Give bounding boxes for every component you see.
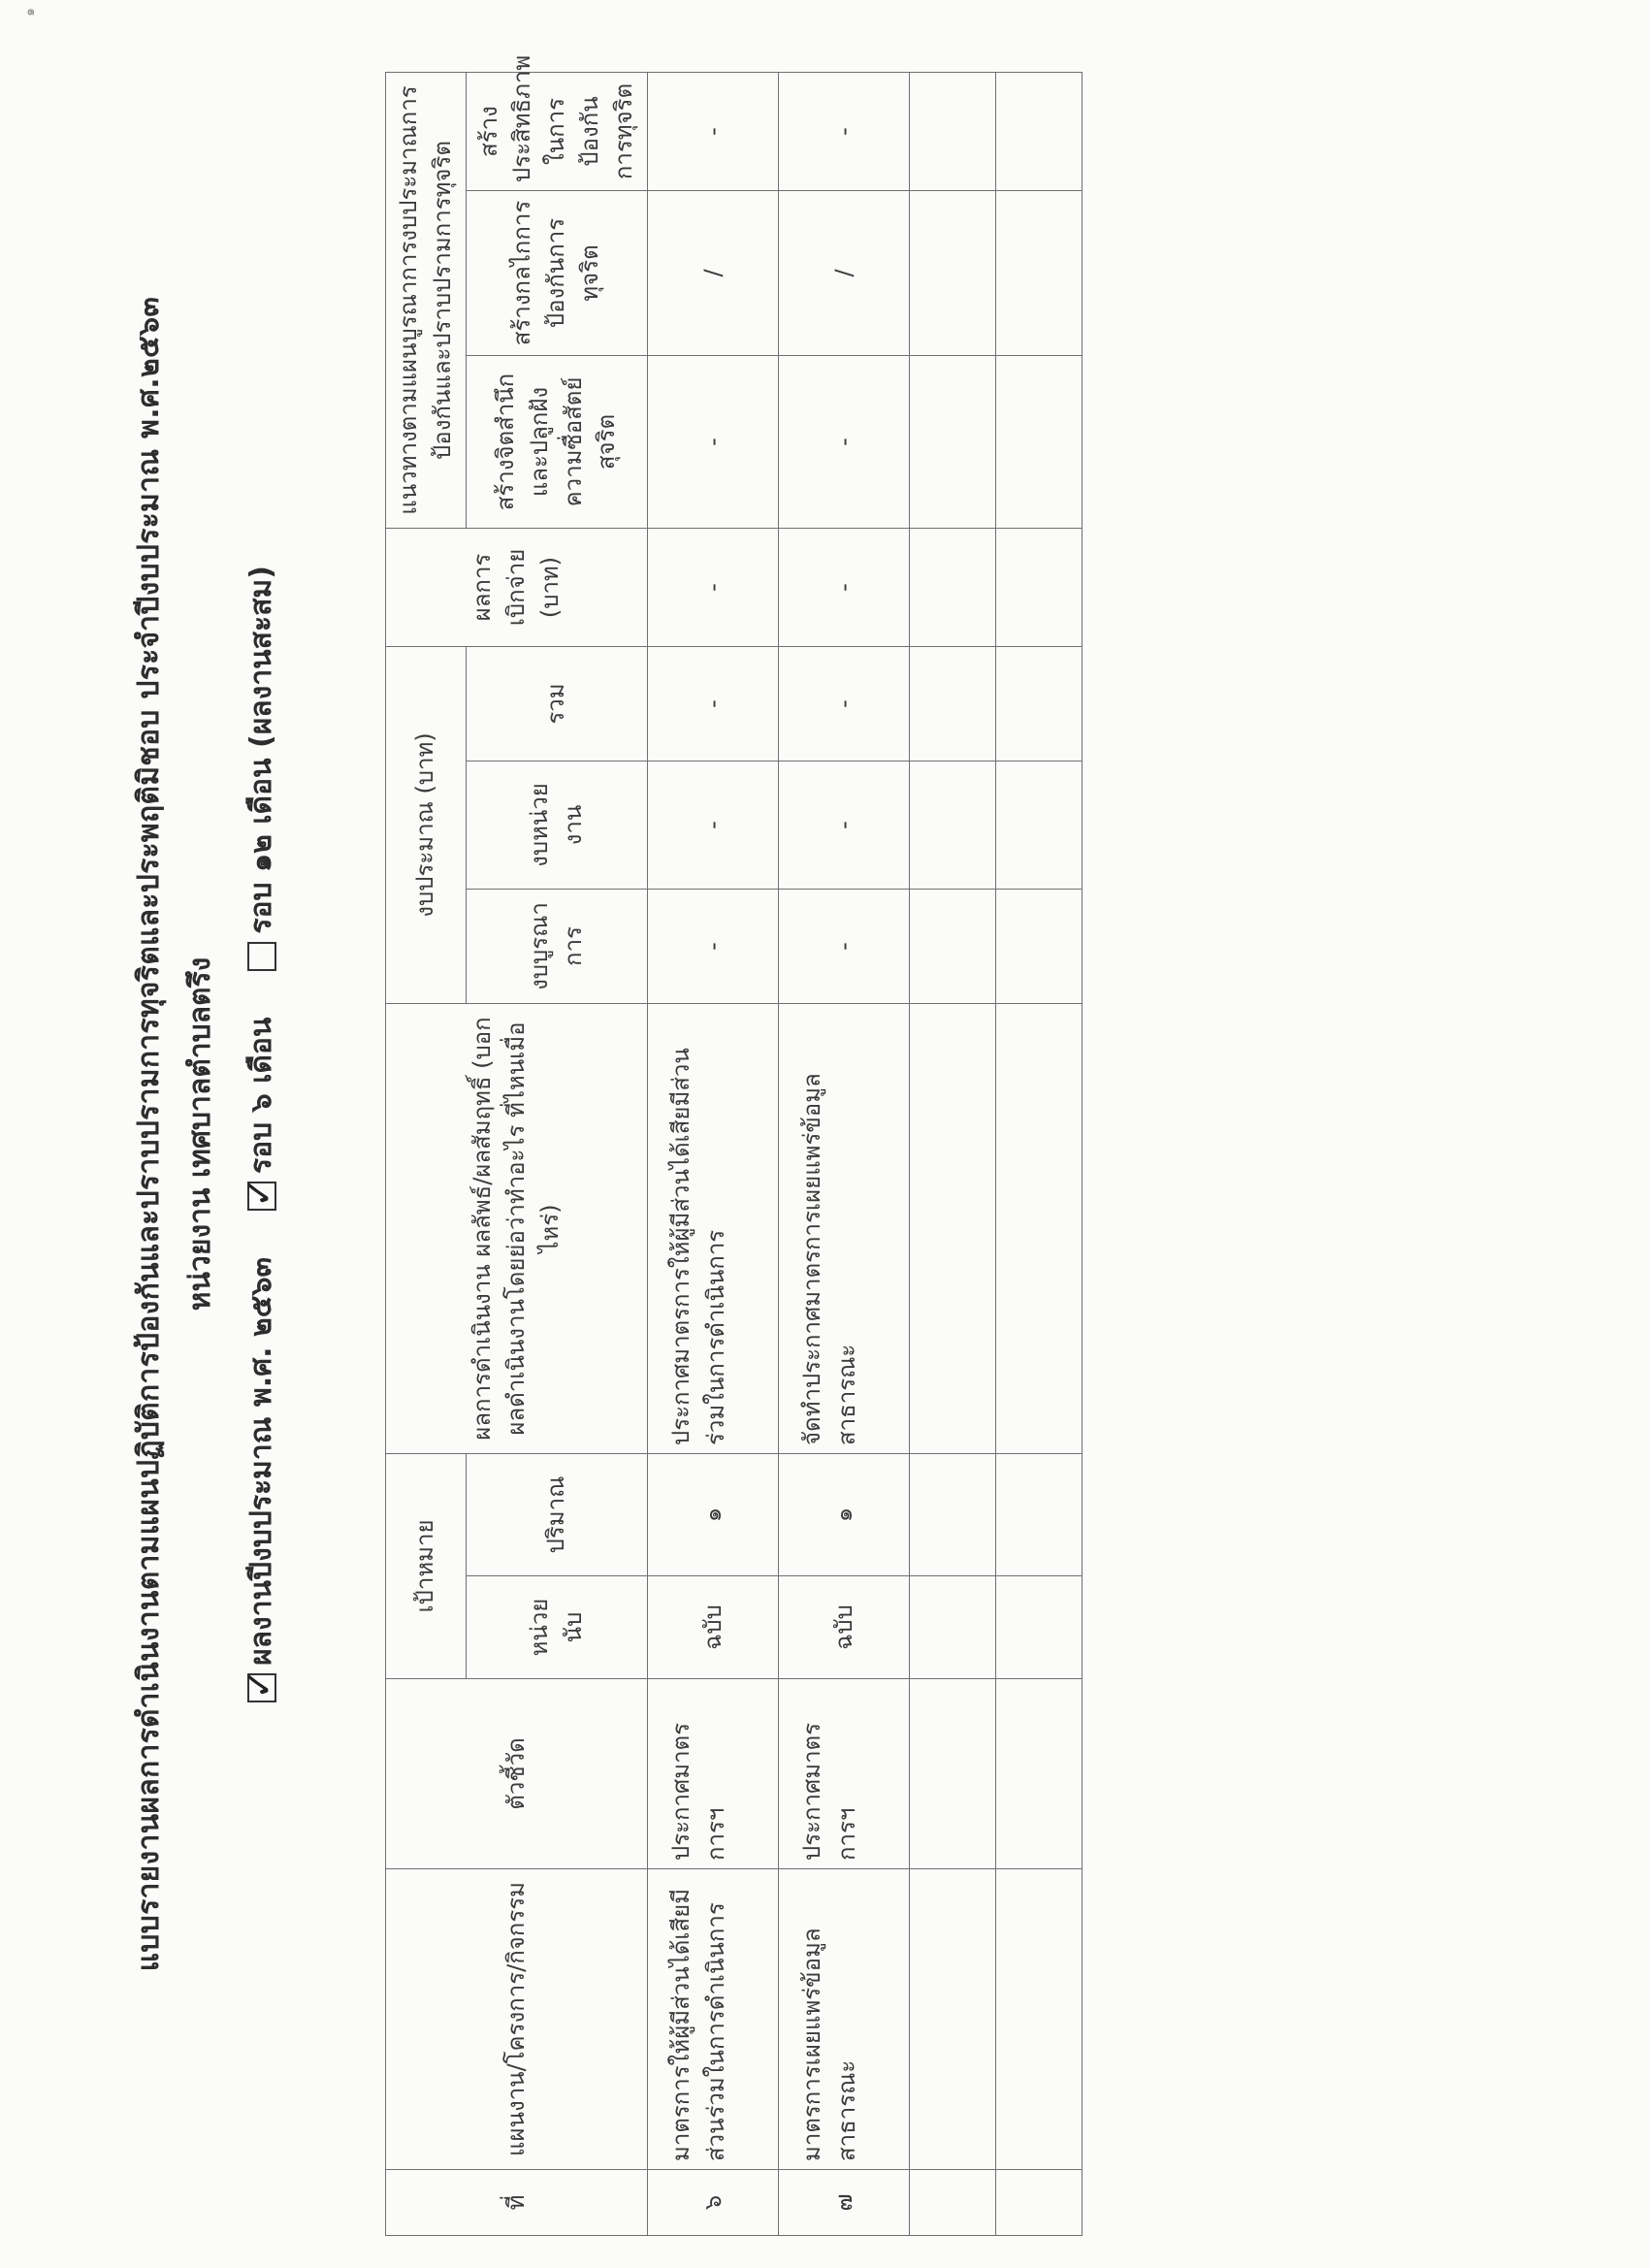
header-budget-total: รวม [466, 647, 647, 761]
page-number: ๑ [22, 8, 38, 16]
header-target: เป้าหมาย [386, 1454, 467, 1679]
header-budget-integrated: งบบูรณาการ [466, 890, 647, 1004]
report-period-options [239, 0, 284, 2268]
cell-strategy-3: - [647, 72, 778, 190]
option-6-months-label: รอบ ๖ เดือน [244, 1017, 278, 1174]
option-fiscal-year-label: ผลงานปีงบประมาณ พ.ศ. ๒๕๖๓ [244, 1256, 278, 1666]
cell-plan: มาตรการให้ผู้มีส่วนได้เสียมีส่วนร่วมในการดำเนินการ [647, 1869, 778, 2170]
cell-plan: มาตรการเผยแพร่ข้อมูลสาธารณะ [778, 1869, 909, 2170]
cell-disbursed: - [647, 529, 778, 647]
cell-unit: ฉบับ [647, 1576, 778, 1679]
cell-budget-agency: - [778, 761, 909, 890]
cell-strategy-3: - [778, 72, 909, 190]
option-12-months[interactable] [239, 566, 284, 970]
cell-budget-integrated: - [647, 890, 778, 1004]
cell-budget-total: - [778, 647, 909, 761]
header-plan: แผนงาน/โครงการ/กิจกรรม [386, 1869, 648, 2170]
cell-qty: ๑ [647, 1454, 778, 1576]
cell-strategy-1: - [778, 356, 909, 529]
checkbox-fiscal-year[interactable] [247, 1673, 276, 1702]
cell-result: จัดทำประกาศมาตรการเผยแพร่ข้อมูลสาธารณะ [778, 1004, 909, 1454]
header-no: ที่ [386, 2170, 648, 2236]
table-row-empty [909, 72, 995, 2235]
report-title: แบบรายงานผลการดำเนินงานตามแผนปฏิบัติการป้องกันและปราบปรามการทุจริตและประพฤติมิชอบ ประจำปีงบประมาณ พ.ศ.๒๕๖๓ [132, 296, 166, 1972]
cell-result: ประกาศมาตรการให้ผู้มีส่วนได้เสียมีส่วนร่วมในการดำเนินการ [647, 1004, 778, 1454]
option-6-months[interactable] [239, 1018, 284, 1211]
table-row [647, 72, 778, 2235]
header-indicator: ตัวชี้วัด [386, 1679, 648, 1869]
header-strategy-1: สร้างจิตสำนึกและปลูกฝังความซื่อสัตย์สุจริต [466, 356, 647, 529]
cell-indicator: ประกาศมาตรการฯ [778, 1679, 909, 1869]
agency-unit: หน่วยงาน เทศบาลตำบลตรึง [183, 956, 217, 1312]
header-budget-agency: งบหน่วยงาน [466, 761, 647, 890]
table-row [778, 72, 909, 2235]
cell-no: ๖ [647, 2170, 778, 2236]
option-fiscal-year[interactable] [239, 1257, 284, 1702]
cell-strategy-1: - [647, 356, 778, 529]
checkbox-6-months[interactable] [247, 1182, 276, 1211]
option-12-months-label: รอบ ๑๒ เดือน (ผลงานสะสม) [244, 566, 278, 934]
cell-disbursed: - [778, 529, 909, 647]
cell-budget-total: - [647, 647, 778, 761]
cell-budget-agency: - [647, 761, 778, 890]
header-target-unit: หน่วยนับ [466, 1576, 647, 1679]
cell-unit: ฉบับ [778, 1576, 909, 1679]
cell-strategy-2: / [778, 191, 909, 356]
report-table [385, 54, 1083, 2236]
table-row-empty [995, 72, 1082, 2235]
header-strategy: แนวทางตามแผนบูรณาการงบประมาณการป้องกันและปราบปรามการทุจริต [386, 72, 467, 528]
header-budget: งบประมาณ (บาท) [386, 647, 467, 1004]
header-disbursed: ผลการเบิกจ่าย (บาท) [386, 529, 648, 647]
cell-strategy-2: / [647, 191, 778, 356]
header-strategy-3: สร้างประสิทธิภาพในการป้องกันการทุจริต [466, 72, 647, 190]
checkbox-12-months[interactable] [247, 942, 276, 971]
cell-qty: ๑ [778, 1454, 909, 1576]
header-target-qty: ปริมาณ [466, 1454, 647, 1576]
cell-indicator: ประกาศมาตรการฯ [647, 1679, 778, 1869]
header-result: ผลการดำเนินงาน ผลลัพธ์/ผลสัมฤทธิ์ (บอกผลดำเนินงานโดยย่อว่าทำอะไร ที่ไหนเมื่อไหร่) [386, 1004, 648, 1454]
header-strategy-2: สร้างกลไกการป้องกันการทุจริต [466, 191, 647, 356]
cell-budget-integrated: - [778, 890, 909, 1004]
cell-no: ๗ [778, 2170, 909, 2236]
